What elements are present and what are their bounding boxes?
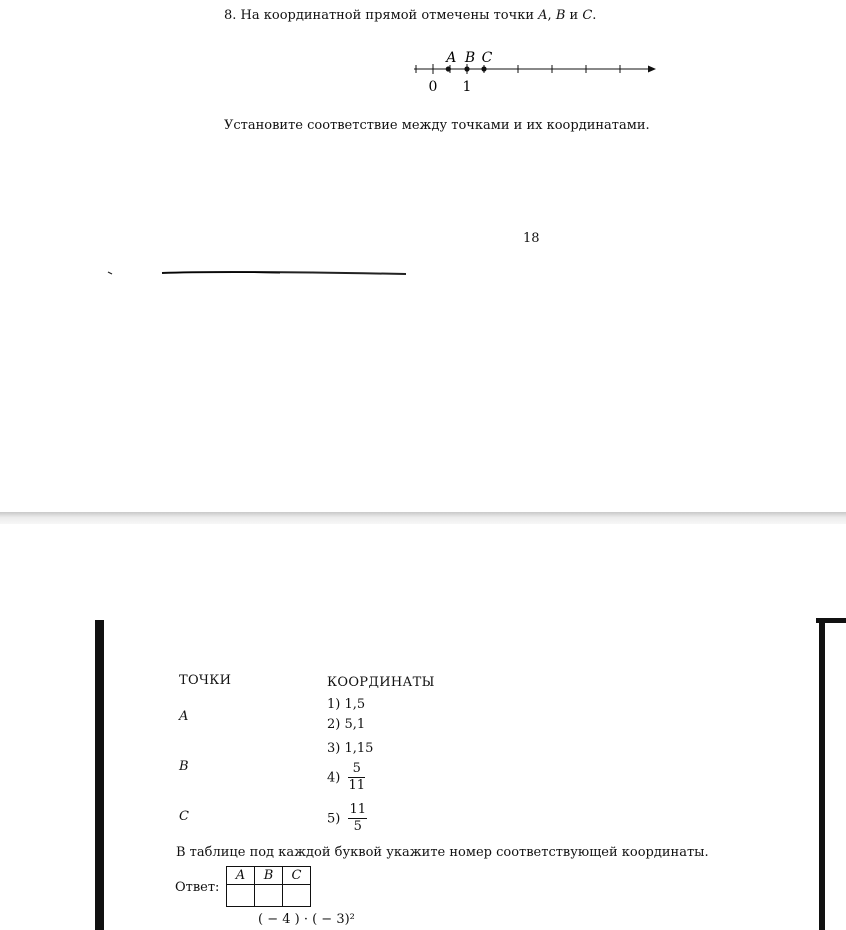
scan-rule <box>100 264 420 280</box>
scan-edge-left <box>95 620 104 930</box>
option-5-prefix: 5) <box>327 811 341 827</box>
answer-header-c: C <box>283 867 311 885</box>
answer-cell-c[interactable] <box>283 885 311 907</box>
task-point-c: C <box>582 8 593 23</box>
task-period: . <box>592 8 597 23</box>
header-points: ТОЧКИ <box>179 673 232 688</box>
answer-header-a: A <box>227 867 255 885</box>
task-number: 8. <box>224 8 237 23</box>
point-a-dot <box>446 66 451 71</box>
tick-label-1: 1 <box>462 79 472 95</box>
option-4-fraction <box>348 762 365 794</box>
point-c-label: C <box>481 50 493 66</box>
point-b-dot <box>464 66 469 71</box>
point-c-dot <box>481 66 486 71</box>
option-5-fraction <box>348 803 367 835</box>
number-line-points <box>444 50 492 72</box>
point-c-label: C <box>179 809 189 824</box>
header-coordinates: КООРДИНАТЫ <box>327 675 435 690</box>
point-b-label: B <box>464 50 476 66</box>
option-5-denominator: 5 <box>353 819 362 835</box>
answer-table <box>226 866 311 907</box>
option-2: 2) 5,1 <box>327 717 366 732</box>
tick-label-0: 0 <box>428 79 438 95</box>
task-point-a: A <box>538 8 548 23</box>
answer-cell-b[interactable] <box>255 885 283 907</box>
task-conjunction: и <box>569 8 579 23</box>
answer-header-b: B <box>255 867 283 885</box>
answer-cell-a[interactable] <box>227 885 255 907</box>
point-b-label: B <box>179 759 189 774</box>
option-3: 3) 1,15 <box>327 741 374 756</box>
option-4-denominator: 11 <box>348 778 366 794</box>
cut-off-formula: ( − 4 ) · ( − 3)² <box>258 912 355 927</box>
point-a-label: A <box>446 50 457 66</box>
page-separator <box>0 512 846 524</box>
scan-edge-right <box>819 622 825 930</box>
task-point-b: B <box>555 8 566 23</box>
answer-label: Ответ: <box>175 880 220 895</box>
number-line-arrow <box>648 66 656 73</box>
option-4-numerator: 5 <box>348 762 365 778</box>
point-a-label: A <box>179 709 189 724</box>
option-1: 1) 1,5 <box>327 697 366 712</box>
option-4 <box>327 762 365 794</box>
number-line <box>400 44 670 100</box>
task-text: На координатной прямой отмечены точки <box>240 8 535 23</box>
answer-input-row <box>227 885 311 907</box>
option-5 <box>327 803 367 835</box>
page-number: 18 <box>523 231 540 246</box>
task-statement <box>224 8 596 23</box>
option-5-numerator: 11 <box>348 803 367 819</box>
option-4-prefix: 4) <box>327 770 341 786</box>
table-instruction: В таблице под каждой буквой укажите номер соответствующей координаты. <box>176 845 709 860</box>
task-comma: , <box>547 8 552 23</box>
answer-header-row <box>227 867 311 885</box>
instruction: Установите соответствие между точками и их координатами. <box>224 118 650 133</box>
